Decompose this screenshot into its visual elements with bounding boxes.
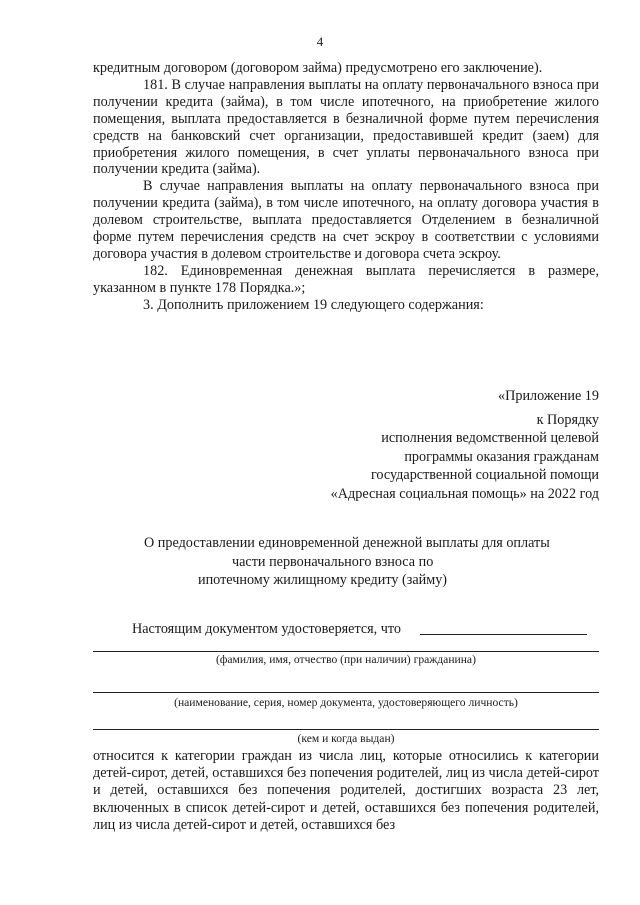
appendix-line: программы оказания гражданам bbox=[404, 448, 599, 465]
appendix-line: «Адресная социальная помощь» на 2022 год bbox=[330, 485, 599, 502]
page-number: 4 bbox=[316, 34, 324, 49]
title-line-3: ипотечному жилищному кредиту (займу) bbox=[198, 572, 448, 588]
fill-line-fio bbox=[93, 651, 599, 652]
paragraph-181: 181. В случае направления выплаты на оплату первоначального взноса при получении кредита (займа), в том числе ипотечного, на приобретение жилого помещения, выплата предоставляется в безналичной форме путем перечисления средств на банковский счет организации, предоставившей кредит (заем) для приобретения жилого помещения, в счет уплаты первоначального взноса при получении кредита (займа). bbox=[93, 76, 599, 178]
appendix-line: исполнения ведомственной целевой bbox=[381, 430, 599, 446]
document-title bbox=[100, 534, 620, 590]
appendix-heading: «Приложение 19 bbox=[498, 388, 599, 404]
certify-text: Настоящим документом удостоверяется, что bbox=[132, 621, 402, 637]
caption-fio: (фамилия, имя, отчество (при наличии) гражданина) bbox=[216, 653, 476, 666]
fill-line-document bbox=[93, 692, 599, 693]
paragraph-continuation: кредитным договором (договором займа) предусмотрено его заключение). bbox=[93, 60, 543, 76]
caption-document: (наименование, серия, номер документа, удостоверяющего личность) bbox=[174, 696, 518, 709]
paragraph-amendment-3: 3. Дополнить приложением 19 следующего содержания: bbox=[143, 296, 484, 313]
title-line-2: части первоначального взноса по bbox=[232, 553, 434, 570]
title-line-1: О предоставлении единовременной денежной выплаты для оплаты bbox=[144, 535, 550, 551]
paragraph-182: 182. Единовременная денежная выплата перечисляется в размере, указанном в пункте 178 Порядка.»; bbox=[93, 262, 599, 296]
name-fill-line bbox=[420, 634, 587, 635]
paragraph-escrow: В случае направления выплаты на оплату первоначального взноса при получении кредита (займа), в том числе ипотечного, на оплату договора участия в долевом строительстве, выплата предоставляется Отделением в безналичной форме путем перечисления средств на счет эскроу в соответствии с условиями договора участия в долевом строительстве и договора счета эскроу. bbox=[93, 178, 599, 262]
fill-line-issued bbox=[93, 729, 599, 730]
appendix-line: государственной социальной помощи bbox=[370, 467, 599, 483]
appendix-header bbox=[331, 387, 599, 503]
body-text bbox=[93, 60, 599, 314]
caption-issued: (кем и когда выдан) bbox=[297, 732, 395, 745]
tail-paragraph: относится к категории граждан из числа лиц, которые относились к категории детей-сирот, детей, оставшихся без попечения родителей, лиц из числа детей-сирот и детей, оставшихся без попечения родителей, достигших возраста 23 лет, включенных в список детей-сирот и детей, оставшихся без попечения родителей, лиц из числа детей-сирот и детей, оставшихся без bbox=[93, 748, 599, 833]
appendix-line: к Порядку bbox=[536, 411, 599, 428]
